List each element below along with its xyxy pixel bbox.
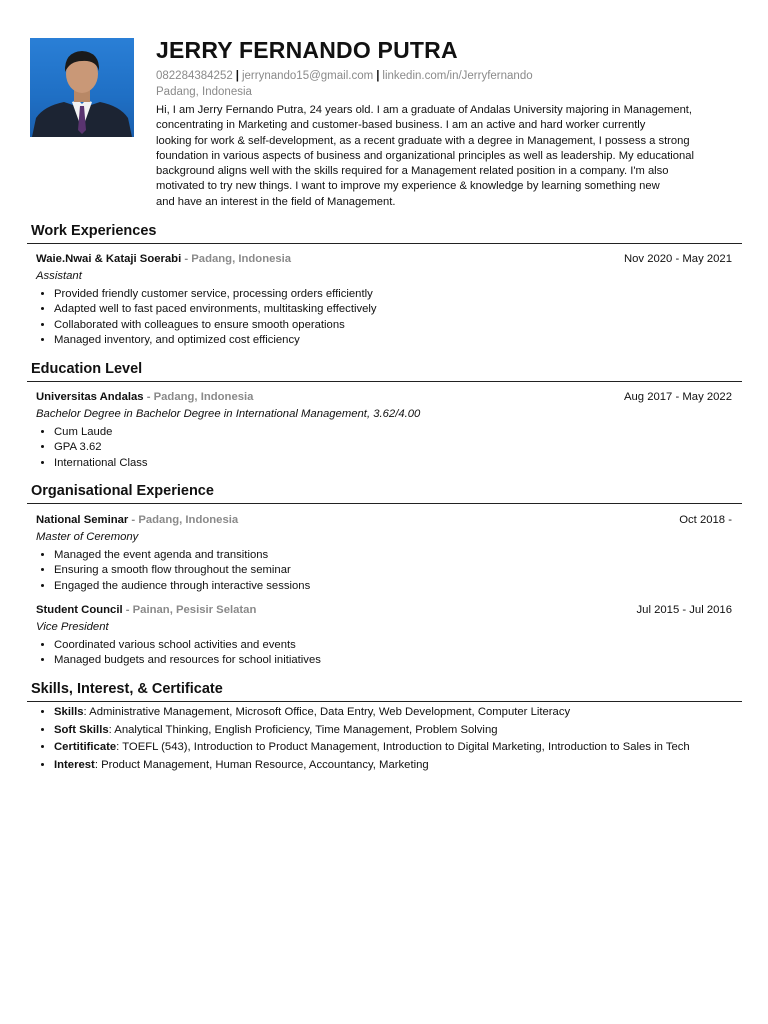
employer-name: Waie.Nwai & Kataji Soerabi bbox=[36, 253, 182, 265]
linkedin-link[interactable]: linkedin.com/in/Jerryfernando bbox=[382, 70, 533, 82]
skill-label: Skills bbox=[54, 706, 84, 718]
organisation-name: Student Council bbox=[36, 604, 123, 616]
degree-title: Bachelor Degree in Bachelor Degree in International Management, 3.62/4.00 bbox=[36, 408, 421, 420]
list-item: • Collaborated with colleagues to ensure smooth operations bbox=[54, 318, 732, 333]
list-item: • Managed inventory, and optimized cost efficiency bbox=[54, 333, 732, 348]
skill-text: : Product Management, Human Resource, Accountancy, Marketing bbox=[94, 758, 429, 771]
section-title-skills: Skills, Interest, & Certificate bbox=[27, 680, 742, 702]
list-item: • Coordinated various school activities and events bbox=[54, 638, 732, 653]
profile-summary: Hi, I am Jerry Fernando Putra, 24 years old. I am a graduate of Andalas University majoring in Management, concentrating in Marketing and customer-based business. I am an active and hard worker currently looking for work & self-development, as a recent graduate with a degree in Management, I possess a strong foundation in various aspects of business and organizational principles as well as leadership. My educational background aligns well with the skills required for a Management related position in a company. I'm also motivated to try new things. I want to improve my experience & knowledge by learning something new and have an interest in the field of Management. bbox=[156, 104, 694, 208]
education-entry bbox=[36, 389, 732, 471]
candidate-name: JERRY FERNANDO PUTRA bbox=[156, 37, 458, 63]
list-item: • GPA 3.62 bbox=[54, 440, 732, 455]
job-title: Assistant bbox=[36, 270, 82, 282]
organisation-dates: Oct 2018 - bbox=[679, 514, 732, 526]
section-title-organisation: Organisational Experience bbox=[27, 482, 742, 504]
list-item: • Ensuring a smooth flow throughout the seminar bbox=[54, 563, 732, 578]
skill-text: : Administrative Management, Microsoft Office, Data Entry, Web Development, Computer Literacy bbox=[83, 706, 571, 718]
skill-text: : Analytical Thinking, English Proficiency, Time Management, Problem Solving bbox=[108, 723, 498, 736]
skill-label: Soft Skills bbox=[54, 723, 109, 736]
separator: | bbox=[235, 70, 239, 82]
email-link[interactable]: jerrynando15@gmail.com bbox=[241, 70, 374, 82]
list-item bbox=[54, 722, 732, 740]
skill-text: : TOEFL (543), Introduction to Product Management, Introduction to Digital Marketing, Introduction to Sales in Tech bbox=[116, 741, 690, 754]
section-title-education: Education Level bbox=[27, 360, 742, 382]
skills-entry bbox=[36, 704, 732, 774]
resume-header bbox=[156, 36, 726, 210]
organisation-entry bbox=[36, 602, 732, 669]
list-item: • Cum Laude bbox=[54, 425, 732, 440]
organisation-bullets bbox=[36, 548, 732, 594]
organisation-dates: Jul 2015 - Jul 2016 bbox=[636, 604, 732, 616]
list-item: • Adapted well to fast paced environments, multitasking effectively bbox=[54, 302, 732, 317]
skill-label: Certitificate bbox=[54, 741, 117, 754]
organisation-location: - Painan, Pesisir Selatan bbox=[122, 604, 257, 616]
profile-photo bbox=[30, 38, 134, 137]
organisation-entry bbox=[36, 512, 732, 594]
list-item: • International Class bbox=[54, 456, 732, 471]
section-title-work: Work Experiences bbox=[27, 222, 742, 244]
skills-list bbox=[36, 704, 732, 774]
phone-number: 082284384252 bbox=[156, 70, 233, 82]
education-dates: Aug 2017 - May 2022 bbox=[623, 391, 732, 403]
contact-line bbox=[156, 68, 726, 84]
work-bullets bbox=[36, 287, 732, 348]
list-item bbox=[54, 704, 732, 722]
list-item bbox=[54, 757, 732, 775]
organisation-role: Vice President bbox=[36, 621, 109, 633]
organisation-name: National Seminar bbox=[36, 514, 129, 526]
candidate-location: Padang, Indonesia bbox=[156, 86, 252, 98]
employer-location: - Padang, Indonesia bbox=[181, 253, 292, 265]
list-item: • Provided friendly customer service, processing orders efficiently bbox=[54, 287, 732, 302]
organisation-location: - Padang, Indonesia bbox=[128, 514, 239, 526]
school-name: Universitas Andalas bbox=[36, 391, 144, 403]
list-item: • Engaged the audience through interactive sessions bbox=[54, 579, 732, 594]
organisation-role: Master of Ceremony bbox=[36, 531, 139, 543]
work-dates: Nov 2020 - May 2021 bbox=[623, 253, 732, 265]
list-item: • Managed the event agenda and transitions bbox=[54, 548, 732, 563]
separator: | bbox=[376, 70, 380, 82]
school-location: - Padang, Indonesia bbox=[143, 391, 254, 403]
person-portrait-icon bbox=[30, 38, 134, 137]
organisation-bullets bbox=[36, 638, 732, 669]
education-bullets bbox=[36, 425, 732, 471]
skill-label: Interest bbox=[54, 758, 95, 771]
work-entry bbox=[36, 251, 732, 348]
list-item: • Managed budgets and resources for school initiatives bbox=[54, 653, 732, 668]
list-item bbox=[54, 739, 732, 757]
